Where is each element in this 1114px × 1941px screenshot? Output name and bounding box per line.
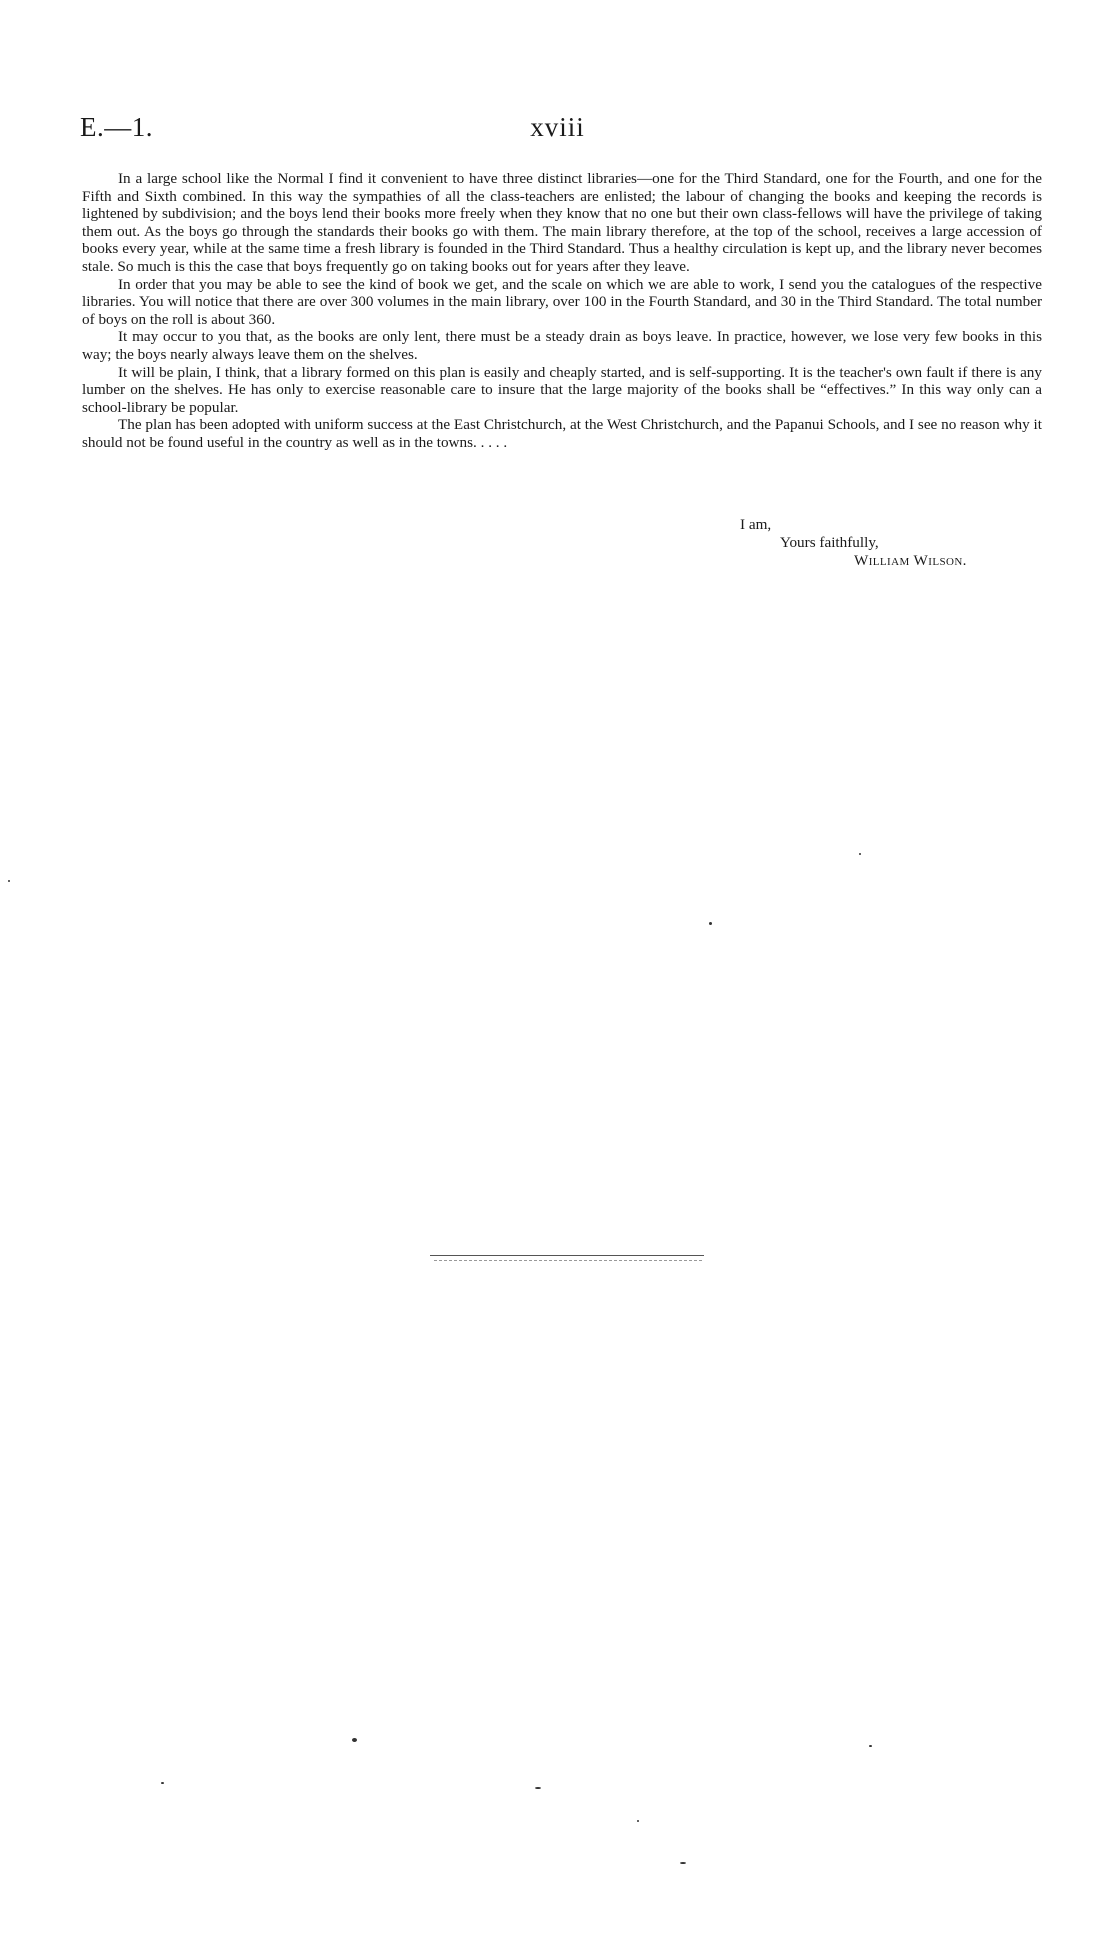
closing-valediction: Yours faithfully,: [780, 534, 879, 551]
page-header: [80, 112, 1035, 152]
closing-salutation: I am,: [740, 516, 772, 533]
letter-closing: [740, 516, 1040, 570]
paragraph: In a large school like the Normal I find it convenient to have three distinct libraries—one for the Third Standard, one for the Fourth, and one for the Fifth and Sixth combined. In this way the sympathies of all the class-teachers are enlisted; the labour of changing the books and keeping the records is lightened by subdivision; and the boys lend their books more freely when they know that no one but their own class-fellows will have the privilege of taking them out. As the boys go through the standards their books go with them. The main library therefore, at the top of the school, receives a large accession of books every year, while at the same time a fresh library is founded in the Third Standard. Thus a healthy circulation is kept up, and the library never becomes stale. So much is this the case that boys frequently go on taking books out for years after they leave.: [82, 170, 1042, 275]
scan-speck: [637, 1820, 639, 1822]
section-divider-shadow: [434, 1260, 702, 1261]
scan-speck: [869, 1745, 872, 1747]
scan-speck: [859, 853, 861, 855]
document-code: E.—1.: [80, 112, 153, 142]
paragraph: In order that you may be able to see the kind of book we get, and the scale on which we are able to work, I send you the catalogues of the respective libraries. You will notice that there are over 300 volumes in the main library, over 100 in the Fourth Standard, and 30 in the Third Standard. The total number of boys on the roll is about 360.: [82, 275, 1042, 328]
paragraph: It may occur to you that, as the books are only lent, there must be a steady drain as boys leave. In practice, however, we lose very few books in this way; the boys nearly always leave them on the shelves.: [82, 328, 1042, 363]
signature: William Wilson.: [854, 552, 967, 569]
scan-speck: [680, 1862, 686, 1864]
section-divider: [430, 1255, 704, 1256]
paragraph: It will be plain, I think, that a library formed on this plan is easily and cheaply started, and is self-supporting. It is the teacher's own fault if there is any lumber on the shelves. He has only to exercise reasonable care to insure that the large majority of the books shall be “effectives.” In this way only can a school-library be popular.: [82, 363, 1042, 416]
scan-speck: [8, 880, 10, 882]
page-number: xviii: [530, 112, 585, 142]
letter-body: [82, 170, 1042, 452]
scan-speck: [352, 1738, 357, 1742]
paragraph: The plan has been adopted with uniform success at the East Christchurch, at the West Christchurch, and the Papanui Schools, and I see no reason why it should not be found useful in the country as well as in the towns. . . . .: [82, 416, 1042, 451]
scan-speck: [161, 1782, 164, 1784]
scan-speck: [709, 922, 712, 925]
scan-speck: [535, 1787, 541, 1789]
